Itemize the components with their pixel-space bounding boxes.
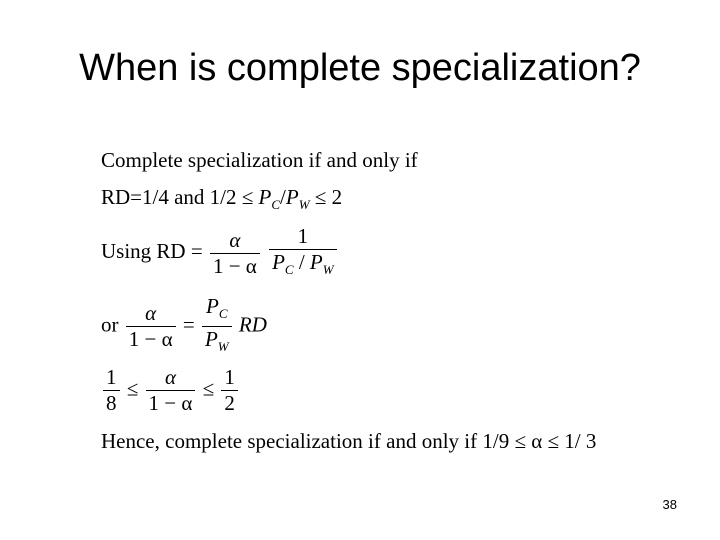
equals-sign: = xyxy=(182,312,195,337)
rd-equation xyxy=(101,224,339,282)
alpha-fraction xyxy=(126,301,176,352)
price-c: P xyxy=(258,185,272,209)
price-w-subscript: W xyxy=(298,197,310,212)
fraction-numerator: α xyxy=(210,228,260,254)
condition-suffix: ≤ 2 xyxy=(309,185,343,209)
rd-term: RD xyxy=(238,312,267,337)
fraction-numerator: α xyxy=(146,365,196,391)
le-sign: ≤ xyxy=(202,376,215,401)
fraction-denominator: $P_C / P_W$ xyxy=(272,250,334,277)
one-half-fraction xyxy=(221,365,238,416)
alpha-equation xyxy=(101,294,267,359)
fraction-numerator: α xyxy=(126,301,176,327)
fraction-numerator: $P_C$ xyxy=(202,294,232,327)
fraction-numerator: 1 xyxy=(221,365,238,391)
page-number: 38 xyxy=(662,497,677,512)
fraction-numerator: 1 xyxy=(269,224,337,250)
fraction-denominator: 1 − α xyxy=(212,253,257,278)
price-c-subscript: C xyxy=(271,197,281,212)
one-eighth-fraction xyxy=(103,365,120,416)
alpha-fraction xyxy=(146,365,196,416)
equation-prefix: Using RD = xyxy=(101,238,208,263)
le-sign: ≤ xyxy=(126,376,139,401)
alpha-fraction xyxy=(210,228,260,279)
condition-statement: Complete specialization if and only if xyxy=(101,148,418,172)
fraction-denominator: 8 xyxy=(106,391,117,415)
alpha-inequality xyxy=(101,365,240,416)
fraction-denominator: 1 − α xyxy=(148,391,193,415)
price-ratio-fraction xyxy=(269,224,337,282)
or-label: or xyxy=(101,312,119,337)
fraction-numerator: 1 xyxy=(103,365,120,391)
slash: / xyxy=(280,185,286,209)
fraction-denominator: 2 xyxy=(224,391,235,415)
slide-title: When is complete specialization? xyxy=(79,47,641,89)
price-w: P xyxy=(285,185,299,209)
fraction-denominator: $P_W$ xyxy=(204,327,229,354)
conclusion-statement: Hence, complete specialization if and only if 1/9 ≤ α ≤ 1/ 3 xyxy=(101,429,597,453)
fraction-denominator: 1 − α xyxy=(128,327,173,351)
rd-price-condition xyxy=(101,185,342,213)
condition-prefix: RD=1/4 and 1/2 ≤ xyxy=(101,185,259,209)
price-fraction xyxy=(202,294,232,359)
